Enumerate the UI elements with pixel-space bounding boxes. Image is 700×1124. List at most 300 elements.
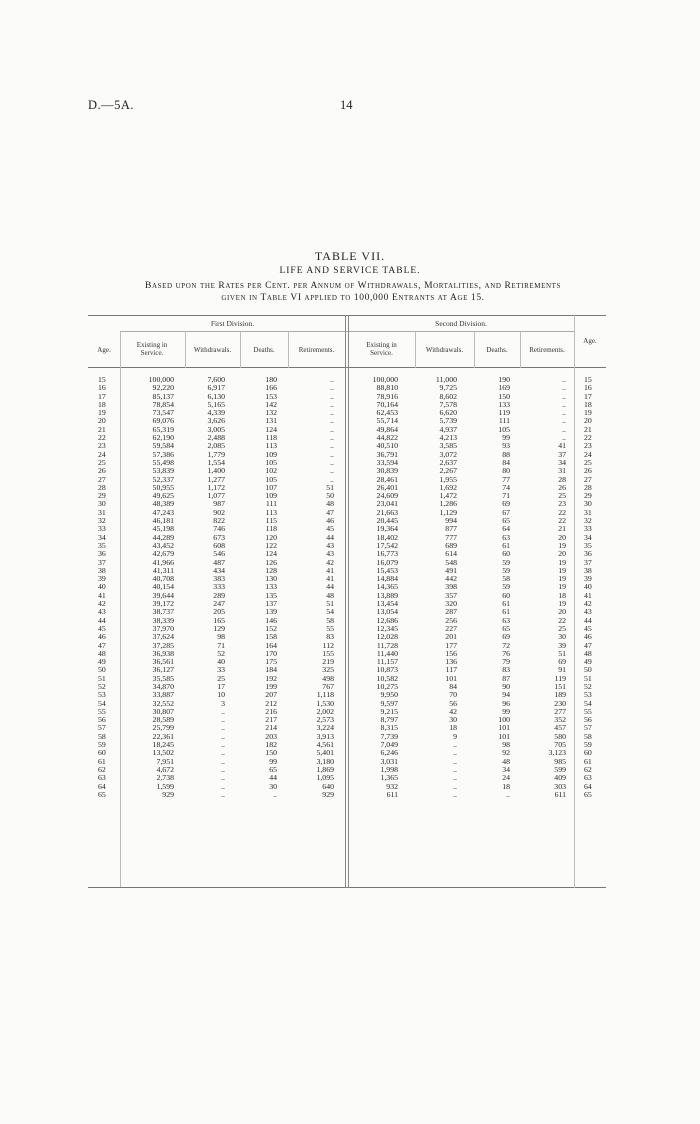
- table-cell: 130: [265, 574, 277, 584]
- table-cell: 746: [213, 524, 225, 534]
- table-cell: 36: [98, 549, 106, 559]
- table-cell: 39,644: [152, 590, 174, 600]
- table-cell: 6,620: [439, 408, 457, 418]
- table-cell: 333: [213, 582, 225, 592]
- table-cell: 41,311: [152, 565, 174, 575]
- table-cell: 2,267: [439, 466, 457, 476]
- table-cell: 70: [449, 690, 457, 700]
- table-cell: 17: [584, 391, 592, 401]
- table-cell: ..: [453, 756, 457, 766]
- table-cell: 498: [322, 673, 334, 683]
- table-cell: 155: [322, 648, 334, 658]
- table-cell: 32: [98, 516, 106, 526]
- table-cell: 55: [98, 706, 106, 716]
- second-existing-column: [350, 376, 398, 799]
- table-cell: 59,584: [152, 441, 174, 451]
- table-cell: 189: [554, 690, 566, 700]
- table-cell: 28,461: [376, 474, 398, 484]
- table-cell: ..: [273, 789, 277, 799]
- table-cell: 56: [98, 715, 106, 725]
- table-cell: 36,127: [152, 665, 174, 675]
- table-cell: 3: [221, 698, 225, 708]
- table-cell: ..: [330, 375, 334, 384]
- table-cell: 33: [584, 524, 592, 534]
- table-cell: 212: [265, 698, 277, 708]
- table-cell: 87: [502, 673, 510, 683]
- table-cell: 65,319: [152, 424, 174, 434]
- table-cell: 17: [217, 681, 225, 691]
- table-cell: 767: [322, 681, 334, 691]
- table-cell: 101: [498, 731, 510, 741]
- table-cell: 124: [265, 424, 277, 434]
- table-cell: 5,739: [439, 416, 457, 426]
- table-cell: 100: [498, 715, 510, 725]
- table-cell: ..: [330, 383, 334, 393]
- table-cell: 11,157: [376, 657, 398, 667]
- table-cell: 50: [98, 665, 106, 675]
- table-cell: ..: [221, 773, 225, 783]
- table-cell: 42: [584, 599, 592, 609]
- table-cell: 33,887: [152, 690, 174, 700]
- table-cell: 33: [217, 665, 225, 675]
- table-cell: 70,164: [376, 399, 398, 409]
- table-cell: 18: [558, 590, 566, 600]
- table-cell: 52: [217, 648, 225, 658]
- table-cell: 170: [265, 648, 277, 658]
- table-cell: 2,738: [156, 773, 174, 783]
- table-cell: 38,737: [152, 607, 174, 617]
- table-cell: 39: [558, 640, 566, 650]
- table-cell: 57: [98, 723, 106, 733]
- first-existing-column: [124, 376, 174, 799]
- table-cell: 41: [326, 565, 334, 575]
- table-cell: 16: [98, 383, 106, 393]
- table-cell: 43: [98, 607, 106, 617]
- table-cell: 7,739: [380, 731, 398, 741]
- header-existing-second: Existing in Service.: [366, 341, 397, 357]
- table-cell: 25: [217, 673, 225, 683]
- table-cell: 62,190: [152, 433, 174, 443]
- table-cell: 36,791: [376, 449, 398, 459]
- table-cell: 107: [265, 482, 277, 492]
- table-cell: 142: [265, 399, 277, 409]
- table-cell: 19: [558, 565, 566, 575]
- table-cell: 44,822: [376, 433, 398, 443]
- table-cell: 118: [265, 524, 277, 534]
- table-cell: 39: [98, 574, 106, 584]
- table-cell: 203: [265, 731, 277, 741]
- table-cell: 72: [502, 640, 510, 650]
- table-cell: 50,955: [152, 482, 174, 492]
- table-cell: 105: [498, 424, 510, 434]
- table-cell: 90: [502, 681, 510, 691]
- table-cell: 207: [265, 690, 277, 700]
- table-cell: 165: [213, 615, 225, 625]
- table-cell: 34: [584, 532, 592, 542]
- table-cell: 92: [502, 748, 510, 758]
- table-cell: 303: [554, 781, 566, 791]
- table-cell: 9,950: [380, 690, 398, 700]
- table-cell: 49,625: [152, 491, 174, 501]
- table-cell: 80: [502, 466, 510, 476]
- table-cell: 35: [584, 540, 592, 550]
- table-cell: 67: [502, 507, 510, 517]
- table-cell: 30: [449, 715, 457, 725]
- table-cell: 58: [98, 731, 106, 741]
- table-cell: 35,585: [152, 673, 174, 683]
- table-cell: 59: [584, 740, 592, 750]
- table-cell: 27: [584, 474, 592, 484]
- table-cell: 1,095: [316, 773, 334, 783]
- table-cell: 53: [98, 690, 106, 700]
- table-cell: 18,245: [152, 740, 174, 750]
- col-divider: [574, 315, 575, 888]
- table-cell: 146: [265, 615, 277, 625]
- table-cell: 52: [584, 681, 592, 691]
- table-cell: 73,547: [152, 408, 174, 418]
- table-cell: ..: [330, 433, 334, 443]
- table-cell: 26: [98, 466, 106, 476]
- life-service-table: [88, 315, 606, 890]
- table-cell: 45: [98, 623, 106, 633]
- table-cell: 16,773: [376, 549, 398, 559]
- table-cell: 8,315: [380, 723, 398, 733]
- table-cell: 46: [326, 516, 334, 526]
- table-cell: 100,000: [148, 375, 174, 384]
- table-cell: 580: [554, 731, 566, 741]
- header-deaths-first: Deaths.: [253, 346, 275, 354]
- table-cell: 1,277: [207, 474, 225, 484]
- table-cell: 2,085: [207, 441, 225, 451]
- table-cell: 38: [584, 565, 592, 575]
- table-cell: 83: [502, 665, 510, 675]
- table-cell: 20: [98, 416, 106, 426]
- table-cell: 119: [498, 408, 510, 418]
- table-cell: 6,917: [207, 383, 225, 393]
- table-cell: 109: [265, 449, 277, 459]
- table-cell: 13,502: [152, 748, 174, 758]
- table-cell: 7,049: [380, 740, 398, 750]
- table-cell: 44: [269, 773, 277, 783]
- table-cell: 59: [502, 582, 510, 592]
- table-cell: 4,339: [207, 408, 225, 418]
- table-cell: 30: [269, 781, 277, 791]
- table-cell: 929: [162, 789, 174, 799]
- table-cell: 164: [265, 640, 277, 650]
- table-cell: 101: [445, 673, 457, 683]
- table-cell: 39: [584, 574, 592, 584]
- table-cell: 640: [322, 781, 334, 791]
- document-reference: D.—5A.: [88, 98, 135, 112]
- table-cell: 60: [584, 748, 592, 758]
- table-cell: 42: [326, 557, 334, 567]
- table-cell: 122: [265, 540, 277, 550]
- table-cell: 50: [584, 665, 592, 675]
- table-cell: 47: [584, 640, 592, 650]
- table-cell: 60: [502, 590, 510, 600]
- table-cell: 29: [584, 491, 592, 501]
- table-cell: 398: [445, 582, 457, 592]
- table-cell: 113: [265, 507, 277, 517]
- table-cell: 40,154: [152, 582, 174, 592]
- table-cell: 30,839: [376, 466, 398, 476]
- table-cell: 40,510: [376, 441, 398, 451]
- table-cell: 54: [98, 698, 106, 708]
- table-cell: 23,041: [376, 499, 398, 509]
- table-cell: 98: [217, 632, 225, 642]
- table-cell: 33: [98, 524, 106, 534]
- table-cell: 37: [584, 557, 592, 567]
- table-cell: 150: [265, 748, 277, 758]
- table-cell: 36: [584, 549, 592, 559]
- table-cell: 26: [558, 482, 566, 492]
- table-cell: 58: [326, 615, 334, 625]
- table-cell: 98: [502, 740, 510, 750]
- table-cell: 64: [502, 524, 510, 534]
- table-cell: 614: [445, 549, 457, 559]
- table-cell: 7,578: [439, 399, 457, 409]
- table-cell: 985: [554, 756, 566, 766]
- table-cell: 877: [445, 524, 457, 534]
- header-retirements-first: Retirements.: [298, 346, 335, 354]
- table-cell: 56: [584, 715, 592, 725]
- table-cell: ..: [330, 399, 334, 409]
- table-cell: 18: [502, 781, 510, 791]
- table-cell: 487: [213, 557, 225, 567]
- table-cell: 1,779: [207, 449, 225, 459]
- table-cell: 109: [265, 491, 277, 501]
- table-cell: 9,725: [439, 383, 457, 393]
- table-cell: ..: [562, 399, 566, 409]
- table-cell: 49: [584, 657, 592, 667]
- table-cell: 1,998: [380, 764, 398, 774]
- table-cell: 30: [584, 499, 592, 509]
- table-cell: 19,364: [376, 524, 398, 534]
- table-cell: 65: [584, 789, 592, 799]
- table-cell: 37,624: [152, 632, 174, 642]
- table-cell: 10,582: [376, 673, 398, 683]
- table-cell: ..: [562, 391, 566, 401]
- table-cell: 18: [449, 723, 457, 733]
- table-cell: 3,585: [439, 441, 457, 451]
- table-cell: 41,966: [152, 557, 174, 567]
- table-cell: 55,498: [152, 457, 174, 467]
- table-cell: 673: [213, 532, 225, 542]
- table-cell: 1,869: [316, 764, 334, 774]
- table-cell: 128: [265, 565, 277, 575]
- header-withdrawals-first: Withdrawals.: [193, 346, 232, 354]
- table-cell: 41: [584, 590, 592, 600]
- table-cell: 69: [502, 499, 510, 509]
- table-cell: 20,445: [376, 516, 398, 526]
- table-cell: 9,215: [380, 706, 398, 716]
- table-cell: 59: [502, 565, 510, 575]
- table-cell: 79: [502, 657, 510, 667]
- table-cell: 64: [584, 781, 592, 791]
- table-cell: 48: [326, 590, 334, 600]
- table-cell: 28: [98, 482, 106, 492]
- table-cell: 93: [502, 441, 510, 451]
- table-cell: 16,079: [376, 557, 398, 567]
- table-cell: 47,243: [152, 507, 174, 517]
- table-cell: 44,289: [152, 532, 174, 542]
- table-cell: 3,123: [548, 748, 566, 758]
- table-cell: 1,599: [156, 781, 174, 791]
- table-cell: 47: [98, 640, 106, 650]
- table-cell: 24,609: [376, 491, 398, 501]
- table-cell: 96: [502, 698, 510, 708]
- table-basis-line-1: Based upon the Rates per Cent. per Annum of Withdrawals, Mortalities, and Retirements: [145, 281, 561, 291]
- table-cell: 491: [445, 565, 457, 575]
- table-cell: 205: [213, 607, 225, 617]
- table-cell: 99: [502, 706, 510, 716]
- table-cell: 230: [554, 698, 566, 708]
- table-cell: 457: [554, 723, 566, 733]
- table-cell: 902: [213, 507, 225, 517]
- table-cell: 3,005: [207, 424, 225, 434]
- table-cell: 77: [502, 474, 510, 484]
- table-cell: 21: [558, 524, 566, 534]
- table-cell: 99: [502, 433, 510, 443]
- table-cell: 34,870: [152, 681, 174, 691]
- table-cell: 822: [213, 516, 225, 526]
- table-cell: 129: [213, 623, 225, 633]
- table-cell: ..: [330, 408, 334, 418]
- table-cell: 61: [584, 756, 592, 766]
- table-cell: 192: [265, 673, 277, 683]
- table-cell: 8,797: [380, 715, 398, 725]
- table-cell: 38,339: [152, 615, 174, 625]
- table-cell: 113: [265, 441, 277, 451]
- division-divider: [348, 315, 349, 888]
- table-cell: 190: [498, 375, 510, 384]
- table-cell: 69,076: [152, 416, 174, 426]
- table-cell: 53: [584, 690, 592, 700]
- table-cell: 37,285: [152, 640, 174, 650]
- table-cell: 36,938: [152, 648, 174, 658]
- table-cell: 7,951: [156, 756, 174, 766]
- table-cell: 48: [502, 756, 510, 766]
- table-cell: 31: [584, 507, 592, 517]
- table-cell: 352: [554, 715, 566, 725]
- division-divider: [345, 315, 346, 888]
- table-cell: 85,137: [152, 391, 174, 401]
- first-division-label: First Division.: [210, 319, 255, 328]
- table-cell: 46: [584, 632, 592, 642]
- table-cell: 42,679: [152, 549, 174, 559]
- table-cell: 383: [213, 574, 225, 584]
- first-deaths-column: [240, 376, 277, 799]
- table-cell: 48: [584, 648, 592, 658]
- table-cell: 28: [558, 474, 566, 484]
- table-cell: 19: [558, 599, 566, 609]
- table-cell: 28,589: [152, 715, 174, 725]
- table-cell: 101: [498, 723, 510, 733]
- table-cell: 9: [453, 731, 457, 741]
- table-cell: 56: [449, 698, 457, 708]
- table-cell: 43: [326, 549, 334, 559]
- table-cell: 31: [98, 507, 106, 517]
- table-cell: 151: [554, 681, 566, 691]
- header-deaths-second: Deaths.: [486, 346, 508, 354]
- table-cell: 3,224: [316, 723, 334, 733]
- table-cell: 20: [558, 532, 566, 542]
- table-cell: 548: [445, 557, 457, 567]
- table-cell: 608: [213, 540, 225, 550]
- table-cell: 41: [98, 590, 106, 600]
- table-cell: 71: [502, 491, 510, 501]
- table-cell: 22: [558, 516, 566, 526]
- table-cell: 111: [498, 416, 510, 426]
- table-cell: 76: [502, 648, 510, 658]
- table-cell: 166: [265, 383, 277, 393]
- table-cell: 987: [213, 499, 225, 509]
- table-cell: ..: [330, 416, 334, 426]
- table-cell: 36,561: [152, 657, 174, 667]
- table-cell: 19: [558, 557, 566, 567]
- table-cell: 55: [326, 623, 334, 633]
- table-cell: 48,389: [152, 499, 174, 509]
- table-cell: 59: [502, 557, 510, 567]
- table-cell: 44: [98, 615, 106, 625]
- table-cell: 153: [265, 391, 277, 401]
- table-cell: 1,530: [316, 698, 334, 708]
- first-withdrawals-column: [185, 376, 225, 799]
- table-cell: 19: [558, 574, 566, 584]
- table-cell: 88: [502, 449, 510, 459]
- table-cell: 169: [498, 383, 510, 393]
- table-cell: 277: [554, 706, 566, 716]
- table-bottom-rule: [88, 887, 606, 888]
- table-cell: 78,916: [376, 391, 398, 401]
- table-cell: 133: [498, 399, 510, 409]
- table-cell: ..: [453, 789, 457, 799]
- table-cell: 35: [98, 540, 106, 550]
- table-cell: 27: [98, 474, 106, 484]
- table-cell: 994: [445, 516, 457, 526]
- table-cell: 31: [558, 466, 566, 476]
- table-cell: 158: [265, 632, 277, 642]
- table-cell: 929: [322, 789, 334, 799]
- table-cell: 115: [265, 516, 277, 526]
- table-cell: 227: [445, 623, 457, 633]
- table-cell: ..: [221, 781, 225, 791]
- table-cell: 289: [213, 590, 225, 600]
- table-cell: 40: [217, 657, 225, 667]
- table-cell: 112: [322, 640, 334, 650]
- table-cell: 29: [98, 491, 106, 501]
- table-cell: 74: [502, 482, 510, 492]
- table-cell: ..: [330, 391, 334, 401]
- table-cell: 37: [558, 449, 566, 459]
- table-cell: 51: [584, 673, 592, 683]
- table-cell: 133: [265, 582, 277, 592]
- table-cell: 19: [584, 408, 592, 418]
- table-cell: 21,663: [376, 507, 398, 517]
- table-cell: 1,118: [316, 690, 334, 700]
- table-cell: 23: [98, 441, 106, 451]
- table-cell: ..: [330, 474, 334, 484]
- table-cell: 1,077: [207, 491, 225, 501]
- table-cell: 13,454: [376, 599, 398, 609]
- table-cell: 45,198: [152, 524, 174, 534]
- table-cell: 22: [584, 433, 592, 443]
- table-subtitle: LIFE AND SERVICE TABLE.: [279, 266, 421, 276]
- table-cell: 105: [265, 474, 277, 484]
- table-cell: 22: [98, 433, 106, 443]
- age-column-left: [98, 376, 120, 799]
- table-cell: 177: [445, 640, 457, 650]
